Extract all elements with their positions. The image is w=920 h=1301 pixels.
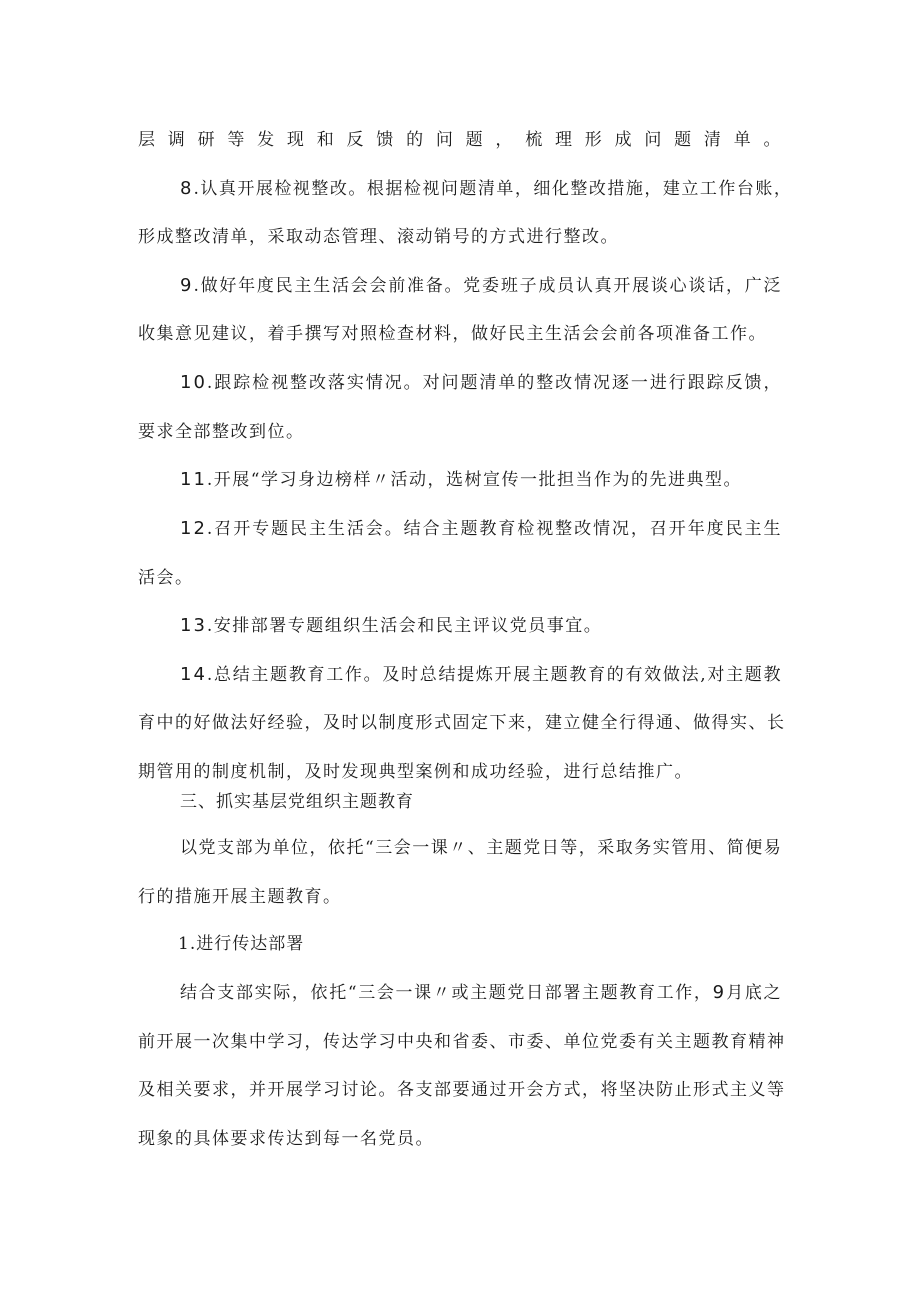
list-item-text: .安排部署专题组织生活会和民主评议党员事宜。	[206, 616, 603, 636]
list-item-9-line-2: 收集意见建议，着手撰写对照检查材料，做好民主生活会会前各项准备工作。	[138, 324, 767, 344]
section-heading: 三、抓实基层党组织主题教育	[180, 792, 414, 812]
list-item-13-line-1	[180, 614, 602, 638]
list-item-text: .总结主题教育工作。及时总结提炼开展主题教育的有效做法,对主题教	[206, 665, 782, 685]
sub-body-line-2: 前开展一次集中学习，传达学习中央和省委、市委、单位党委有关主题教育精神	[138, 1032, 786, 1052]
sub-body-line-3: 及相关要求，并开展学习讨论。各支部要通过开会方式，将坚决防止形式主义等	[138, 1080, 786, 1100]
sub-body-line-1	[180, 981, 782, 1005]
section-intro-line-2: 行的措施开展主题教育。	[138, 887, 342, 907]
list-item-text: .开展“学习身边榜样〃活动，选树宣传一批担当作为的先进典型。	[206, 470, 742, 490]
list-item-text: .跟踪检视整改落实情况。对问题清单的整改情况逐一进行跟踪反馈，	[206, 373, 782, 393]
sub-body-line-4: 现象的具体要求传达到每一名党员。	[138, 1129, 434, 1149]
list-item-10-line-1	[180, 371, 782, 395]
list-item-8-line-1	[180, 177, 793, 201]
sub-body-number: 9	[712, 982, 727, 1003]
list-item-number: 9	[180, 275, 194, 296]
sub-body-text: 结合支部实际，依托“三会一课〃或主题党日部署主题教育工作，	[180, 983, 713, 1003]
list-item-14-line-3: 期管用的制度机制，及时发现典型案例和成功经验，进行总结推广。	[138, 762, 693, 782]
list-item-9-line-1	[180, 274, 782, 298]
list-item-text: .做好年度民主生活会会前准备。党委班子成员认真开展谈心谈话，广泛	[193, 276, 782, 296]
list-item-number: 12	[180, 518, 207, 539]
section-intro-line-1: 以党支部为单位，依托“三会一课〃、主题党日等，采取务实管用、简便易	[180, 838, 783, 858]
sub-body-text: 月底之	[726, 983, 783, 1003]
list-item-14-line-1	[180, 663, 782, 687]
list-item-number: 14	[180, 664, 207, 685]
list-item-8-line-2: 形成整改清单，采取动态管理、滚动销号的方式进行整改。	[138, 227, 619, 247]
list-item-text: .召开专题民主生活会。结合主题教育检视整改情况，召开年度民主生	[206, 519, 782, 539]
paragraph-line: 层调研等发现和反馈的问题，梳理形成问题清单。	[138, 130, 782, 150]
list-item-number: 11	[180, 469, 207, 490]
list-item-14-line-2: 育中的好做法好经验，及时以制度形式固定下来，建立健全行得通、做得实、长	[138, 713, 786, 733]
list-item-number: 8	[180, 178, 194, 199]
list-item-number: 13	[180, 615, 207, 636]
list-item-10-line-2: 要求全部整改到位。	[138, 422, 305, 442]
list-item-12-line-2: 活会。	[138, 568, 194, 588]
list-item-number: 10	[180, 372, 207, 393]
list-item-12-line-1	[180, 517, 782, 541]
list-item-11-line-1	[180, 468, 742, 492]
list-item-text: .认真开展检视整改。根据检视问题清单，细化整改措施，建立工作台账，	[193, 179, 793, 199]
subheading: 1.进行传达部署	[178, 934, 305, 954]
